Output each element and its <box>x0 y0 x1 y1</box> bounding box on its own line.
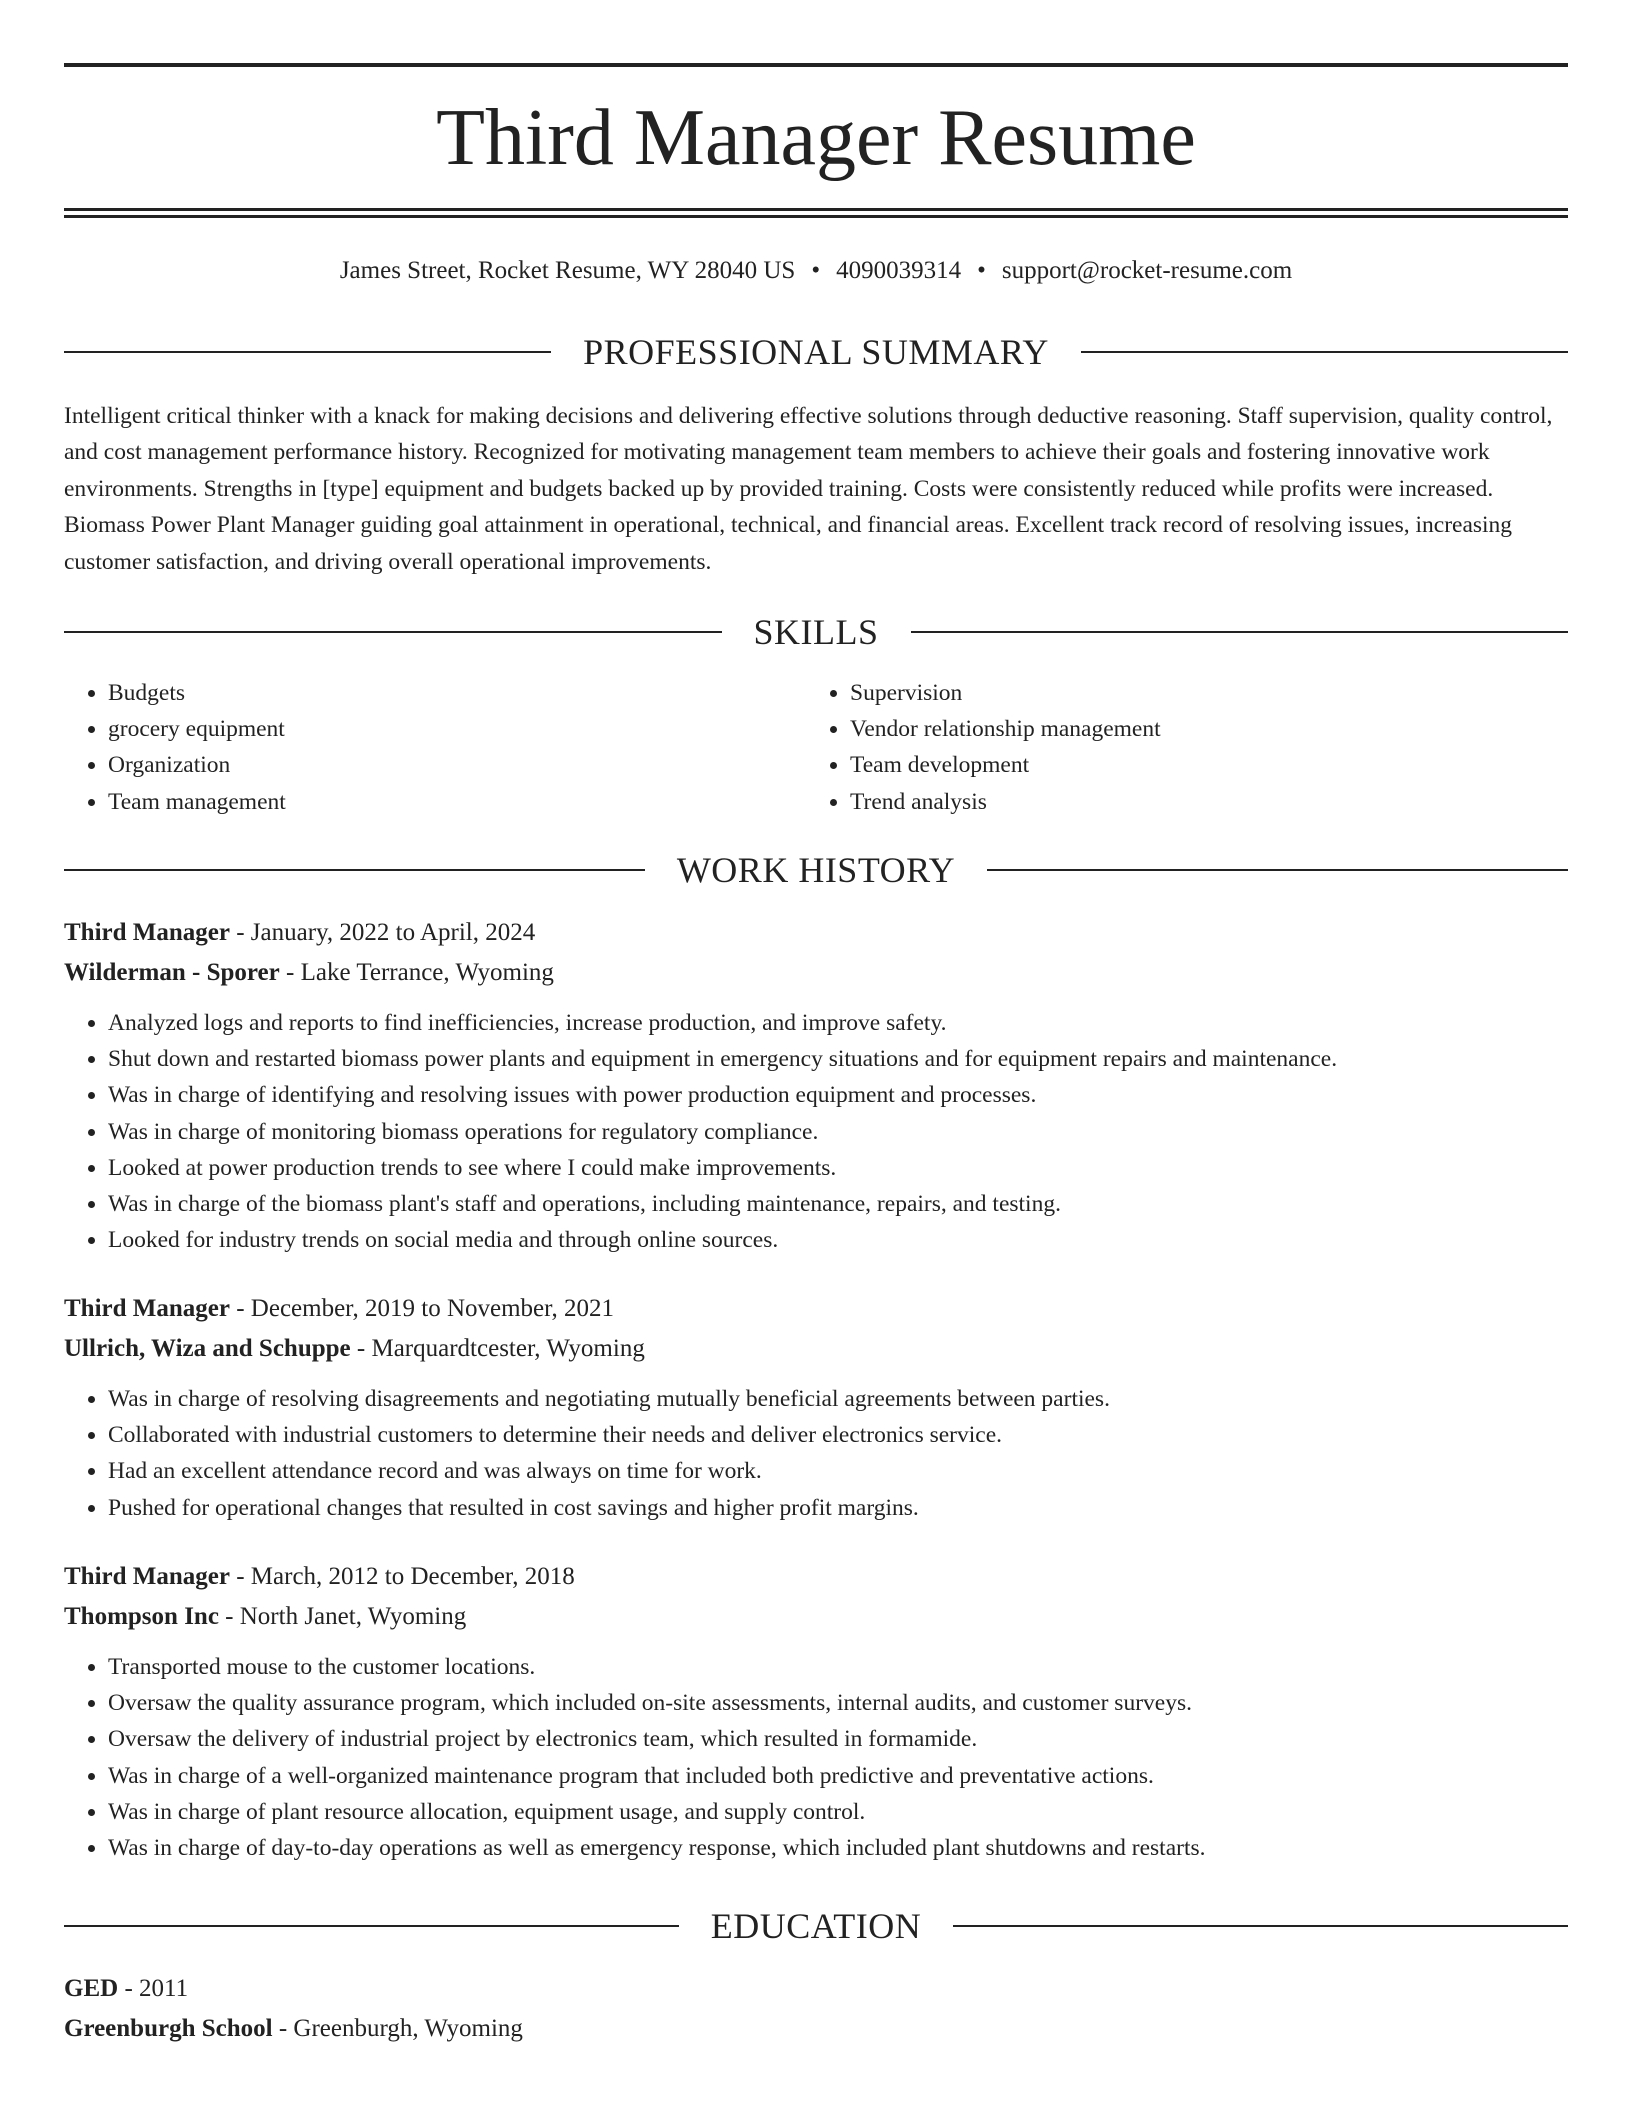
education-location: - Greenburgh, Wyoming <box>272 2015 523 2042</box>
job-company: Ullrich, Wiza and Schuppe <box>64 1335 351 1362</box>
job-bullet: • Shut down and restarted biomass power plants and equipment in emergency situations and for equipment repairs and maintenance. <box>108 1041 1568 1077</box>
job-bullet: • Was in charge of resolving disagreements and negotiating mutually beneficial agreements between parties. <box>108 1381 1568 1417</box>
section-divider-left <box>64 631 722 633</box>
section-header-work <box>64 848 1568 892</box>
job-dates: - March, 2012 to December, 2018 <box>229 1563 575 1590</box>
job-location: - Marquardtcester, Wyoming <box>350 1335 645 1362</box>
skill-item: • grocery equipment <box>108 711 804 747</box>
section-divider-right <box>1081 351 1568 353</box>
top-divider <box>64 63 1568 67</box>
skill-item: • Budgets <box>108 675 804 711</box>
job-company: Wilderman - Sporer <box>64 959 280 986</box>
job-entry <box>64 913 1568 1258</box>
section-divider-right <box>953 1925 1568 1927</box>
job-location: - Lake Terrance, Wyoming <box>279 959 554 986</box>
job-bullet: • Looked for industry trends on social media and through online sources. <box>108 1222 1568 1258</box>
job-bullet: • Was in charge of plant resource allocation, equipment usage, and supply control. <box>108 1794 1568 1830</box>
contact-email[interactable]: support@rocket-resume.com <box>1001 257 1293 284</box>
skills-column-left <box>64 675 804 820</box>
job-bullet: • Oversaw the delivery of industrial project by electronics team, which resulted in formamide. <box>108 1721 1568 1757</box>
job-entry <box>64 1557 1568 1866</box>
job-bullet: • Analyzed logs and reports to find inefficiencies, increase production, and improve safety. <box>108 1005 1568 1041</box>
job-dates: - January, 2022 to April, 2024 <box>229 919 536 946</box>
section-title-education: EDUCATION <box>710 1906 922 1946</box>
education-entry <box>64 1969 1568 2049</box>
section-header-education <box>64 1904 1568 1948</box>
job-bullet: • Transported mouse to the customer locations. <box>108 1649 1568 1685</box>
job-bullet: • Collaborated with industrial customers to determine their needs and deliver electronics service. <box>108 1417 1568 1453</box>
section-title-summary: PROFESSIONAL SUMMARY <box>583 332 1049 372</box>
job-bullet: • Was in charge of the biomass plant's staff and operations, including maintenance, repairs, and testing. <box>108 1186 1568 1222</box>
resume-title: Third Manager Resume <box>436 94 1196 182</box>
education-school: Greenburgh School <box>64 2015 273 2042</box>
job-title-line <box>64 1557 1568 1597</box>
job-bullet: • Was in charge of monitoring biomass operations for regulatory compliance. <box>108 1114 1568 1150</box>
education-degree: GED <box>64 1975 119 2002</box>
section-divider-left <box>64 1925 679 1927</box>
section-divider-right <box>987 869 1568 871</box>
job-bullet: • Had an excellent attendance record and was always on time for work. <box>108 1453 1568 1489</box>
skill-item: • Supervision <box>850 675 1546 711</box>
education-school-line <box>64 2009 1568 2049</box>
job-title: Third Manager <box>64 1563 230 1590</box>
contact-info <box>64 254 1568 288</box>
education-year: - 2011 <box>118 1975 189 2002</box>
contact-phone: 4090039314 <box>836 257 962 284</box>
job-company-line <box>64 953 1568 993</box>
contact-address: James Street, Rocket Resume, WY 28040 US <box>339 257 796 284</box>
job-title-line <box>64 1289 1568 1329</box>
job-bullet: • Pushed for operational changes that resulted in cost savings and higher profit margins. <box>108 1490 1568 1526</box>
job-title-line <box>64 913 1568 953</box>
contact-separator: • <box>811 257 821 284</box>
job-bullet: • Oversaw the quality assurance program, which included on-site assessments, internal audits, and customer surveys. <box>108 1685 1568 1721</box>
section-divider-right <box>911 631 1569 633</box>
job-bullet: • Looked at power production trends to see where I could make improvements. <box>108 1150 1568 1186</box>
section-divider-left <box>64 869 645 871</box>
title-double-divider <box>64 208 1568 218</box>
skills-column-right <box>806 675 1546 820</box>
skill-item: • Vendor relationship management <box>850 711 1546 747</box>
job-company-line <box>64 1597 1568 1637</box>
job-bullet: • Was in charge of day-to-day operations as well as emergency response, which included plant shutdowns and restarts. <box>108 1830 1568 1866</box>
job-dates: - December, 2019 to November, 2021 <box>229 1295 614 1322</box>
section-header-skills <box>64 610 1568 654</box>
skill-item: • Trend analysis <box>850 784 1546 820</box>
job-bullet: • Was in charge of identifying and resolving issues with power production equipment and processes. <box>108 1077 1568 1113</box>
job-company-line <box>64 1329 1568 1369</box>
skill-item: • Team management <box>108 784 804 820</box>
job-entry <box>64 1289 1568 1526</box>
section-title-work: WORK HISTORY <box>676 850 956 890</box>
skill-item: • Organization <box>108 747 804 783</box>
job-title: Third Manager <box>64 919 230 946</box>
education-degree-line <box>64 1969 1568 2009</box>
section-header-summary <box>64 330 1568 374</box>
section-divider-left <box>64 351 551 353</box>
job-location: - North Janet, Wyoming <box>218 1603 467 1630</box>
job-title: Third Manager <box>64 1295 230 1322</box>
summary-text: Intelligent critical thinker with a knack for making decisions and delivering effective solutions through deductive reasoning. Staff supervision, quality control, and cost management performance history. Recognized for motivating management team members to achieve their goals and fostering innovative work environments. Strengths in [type] equipment and budgets backed up by provided training. Costs were consistently reduced while profits were increased. Biomass Power Plant Manager guiding goal attainment in operational, technical, and financial areas. Excellent track record of resolving issues, increasing customer satisfaction, and driving overall operational improvements. <box>64 403 1553 575</box>
job-bullet: • Was in charge of a well-organized maintenance program that included both predictive and preventative actions. <box>108 1758 1568 1794</box>
contact-separator: • <box>977 257 986 284</box>
skill-item: • Team development <box>850 747 1546 783</box>
job-company: Thompson Inc <box>64 1603 219 1630</box>
section-title-skills: SKILLS <box>753 612 879 652</box>
